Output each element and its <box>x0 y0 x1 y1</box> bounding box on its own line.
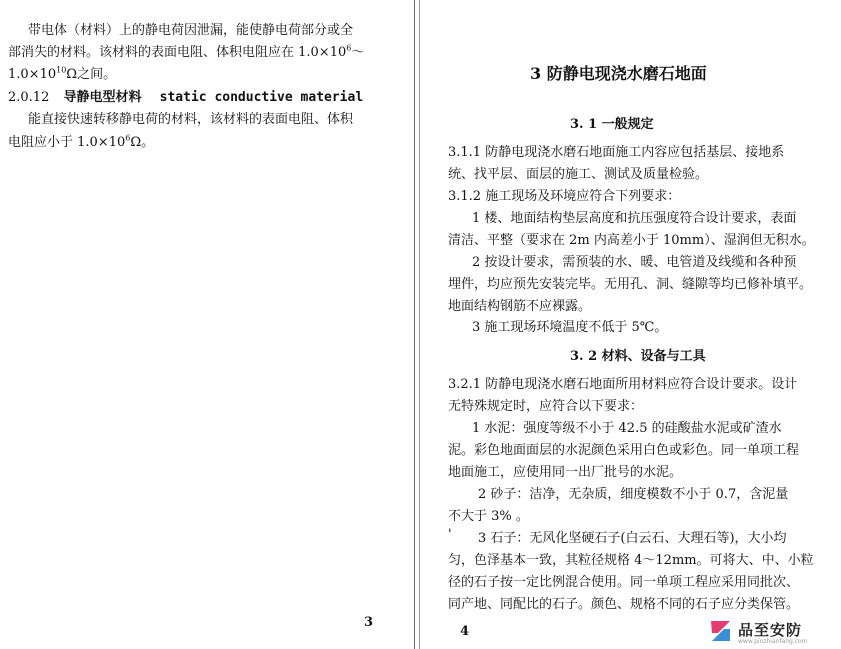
section-3-1-heading: 3. 1 一般规定 <box>570 117 654 132</box>
left-line-5: 能直接快速转移静电荷的材料，该材料的表面电阻、体积 <box>28 112 354 127</box>
right-line-7: 埋件，均应预先安装完毕。无用孔、洞、缝隙等均已修补填平。 <box>448 277 813 292</box>
section-3-2-heading: 3. 2 材料、设备与工具 <box>570 349 706 364</box>
right-line-5: 清洁、平整（要求在 2m 内高差小于 10mm）、湿润但无积水。 <box>448 233 815 248</box>
right-line-17: 3 石子：无风化坚硬石子(白云石、大理石等)，大小均 <box>478 531 787 546</box>
right-line-3: 3.1.2 施工现场及环境应符合下列要求： <box>448 189 681 204</box>
left-line-6: 电阻应小于 $1.0\times 10^6\Omega$。 <box>8 133 155 150</box>
left-page <box>0 0 416 649</box>
chapter-title: 3 防静电现浇水磨石地面 <box>530 64 707 83</box>
watermark-logo <box>708 617 838 647</box>
right-line-14: 地面施工，应使用同一出厂批号的水泥。 <box>448 465 683 480</box>
left-line-3: $1.0\times 10^{10}\Omega$之间。 <box>8 65 117 82</box>
right-page-number: 4 <box>460 624 470 639</box>
right-line-4: 1 楼、地面结构垫层高度和抗压强度符合设计要求，表面 <box>472 211 797 226</box>
right-line-1: 3.1.1 防静电现浇水磨石地面施工内容应包括基层、接地系 <box>448 145 785 160</box>
right-line-15: 2 砂子：洁净，无杂质，细度模数不小于 0.7，含泥量 <box>478 487 789 502</box>
z-logo-icon <box>708 617 734 645</box>
left-term-heading: 2.0.12 导静电型材料 static conductive material <box>8 90 364 105</box>
right-line-6: 2 按设计要求，需预装的水、暖、电管道及线缆和各种预 <box>472 255 797 270</box>
right-line-19: 径的石子按一定比例混合使用。同一单项工程应采用同批次、 <box>448 575 800 590</box>
left-page-number: 3 <box>364 615 374 630</box>
right-line-12: 1 水泥：强度等级不小于 42.5 的硅酸盐水泥或矿渣水 <box>472 421 782 436</box>
watermark-text: 品至安防 <box>738 621 803 639</box>
left-line-1: 带电体（材料）上的静电荷因泄漏，能使静电荷部分或全 <box>28 23 354 38</box>
right-line-8: 地面结构钢筋不应裸露。 <box>448 299 592 314</box>
right-page <box>420 0 841 649</box>
right-line-20: 同产地、同配比的石子。颜色、规格不同的石子应分类保管。 <box>448 597 800 612</box>
right-line-13: 泥。彩色地面面层的水泥颜色采用白色或彩色。同一单项工程 <box>448 443 800 458</box>
right-line-11: 无特殊规定时，应符合以下要求： <box>448 399 644 414</box>
right-line-18: 匀，色泽基本一致，其粒径规格 4～12mm。可将大、中、小粒 <box>448 553 814 568</box>
watermark-url: www.pinzhianfang.com <box>738 638 808 645</box>
right-line-17-mark: ' <box>448 527 452 542</box>
left-line-2: 部消失的材料。该材料的表面电阻、体积电阻应在 $1.0\times 10^6\sim$ <box>8 43 365 60</box>
right-line-2: 统、找平层、面层的施工、测试及质量检验。 <box>448 167 709 182</box>
right-line-9: 3 施工现场环境温度不低于 5℃。 <box>472 320 668 335</box>
right-line-16: 不大于 3% 。 <box>448 509 529 524</box>
right-line-10: 3.2.1 防静电现浇水磨石地面所用材料应符合设计要求。设计 <box>448 377 798 392</box>
